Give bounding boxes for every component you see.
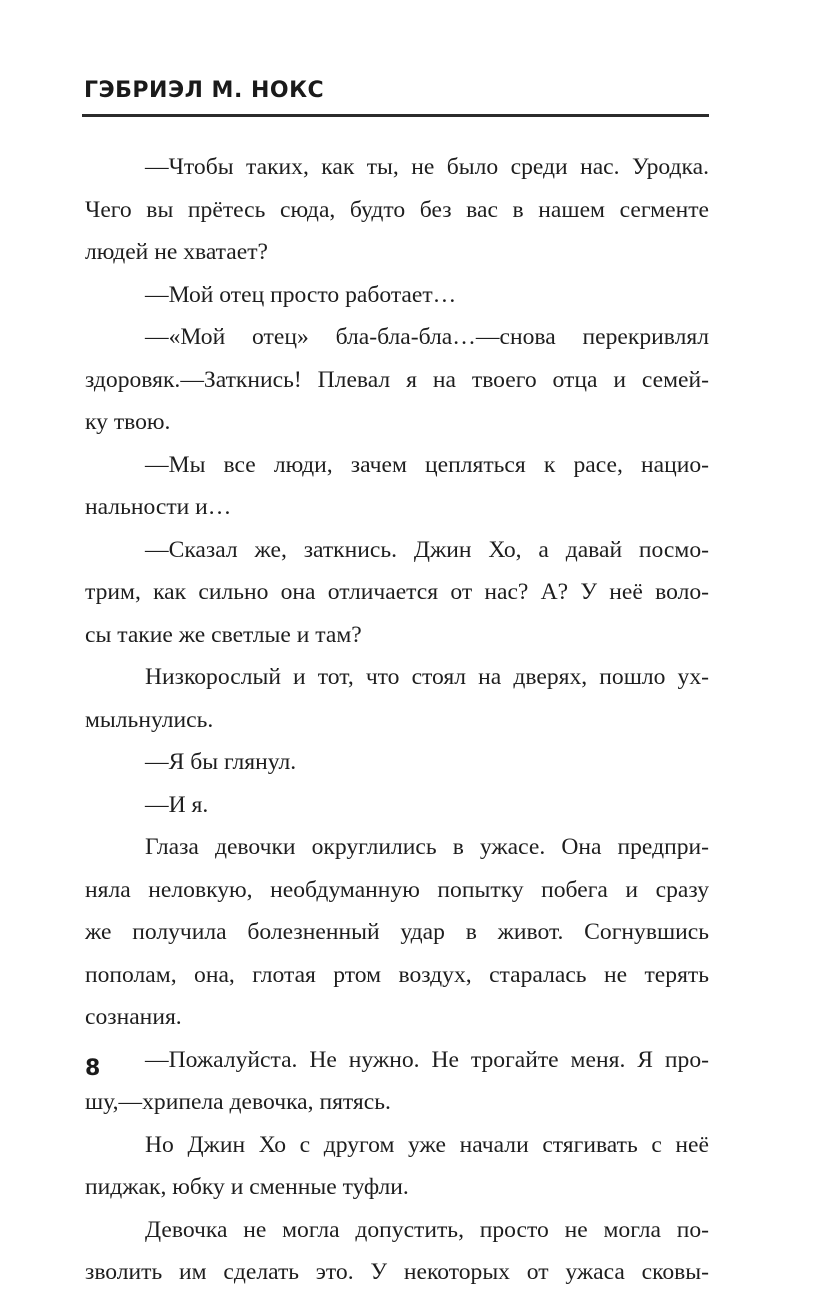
text-line: людей не хватает?	[85, 239, 269, 265]
text-line: —Пожалуйста. Не нужно. Не трогайте меня. Я про-	[145, 1046, 709, 1073]
header-rule	[82, 114, 709, 117]
text-line: зволить им сделать это. У некоторых от ужаса сковы-	[85, 1259, 709, 1285]
running-head-author: ГЭБРИЭЛ М. НОКС	[84, 78, 325, 103]
text-line: —Сказал же, заткнись. Джин Хо, а давай посмо-	[145, 536, 709, 563]
text-line: здоровяк.—Заткнись! Плевал я на твоего отца и семей-	[85, 366, 709, 393]
text-line: Девочка не могла допустить, просто не могла по-	[145, 1216, 709, 1243]
text-line: же получила болезненный удар в живот. Согнувшись	[85, 919, 709, 945]
body-text	[85, 146, 709, 1294]
text-line: —«Мой отец» бла-бла-бла…—снова перекривлял	[145, 324, 709, 350]
text-line: —Чтобы таких, как ты, не было среди нас. Уродка.	[145, 154, 709, 180]
text-line: мыльнулись.	[85, 706, 214, 733]
text-line: Глаза девочки округлились в ужасе. Она предпри-	[145, 834, 709, 860]
text-line: —Я бы глянул.	[145, 749, 297, 775]
text-line: трим, как сильно она отличается от нас? А? У неё воло-	[85, 579, 709, 605]
text-line: ку твою.	[85, 409, 171, 435]
text-line: Чего вы прётесь сюда, будто без вас в нашем сегменте	[85, 196, 709, 223]
page-number: 8	[85, 1056, 101, 1081]
text-line: —И я.	[145, 791, 209, 818]
text-line: сы такие же светлые и там?	[85, 621, 362, 648]
text-line: пиджак, юбку и сменные туфли.	[85, 1174, 409, 1200]
text-line: —Мы все люди, зачем цепляться к расе, нацио-	[145, 451, 709, 478]
text-line: —Мой отец просто работает…	[145, 281, 457, 308]
text-line: Но Джин Хо с другом уже начали стягивать с неё	[145, 1131, 709, 1158]
text-line: шу,—хрипела девочка, пятясь.	[85, 1089, 391, 1115]
text-line: нальности и…	[85, 494, 232, 520]
text-line: няла неловкую, необдуманную попытку побега и сразу	[85, 876, 709, 903]
text-line: пополам, она, глотая ртом воздух, старалась не терять	[85, 961, 709, 988]
text-line: сознания.	[85, 1004, 182, 1030]
text-line: Низкорослый и тот, что стоял на дверях, пошло ух-	[145, 664, 709, 690]
